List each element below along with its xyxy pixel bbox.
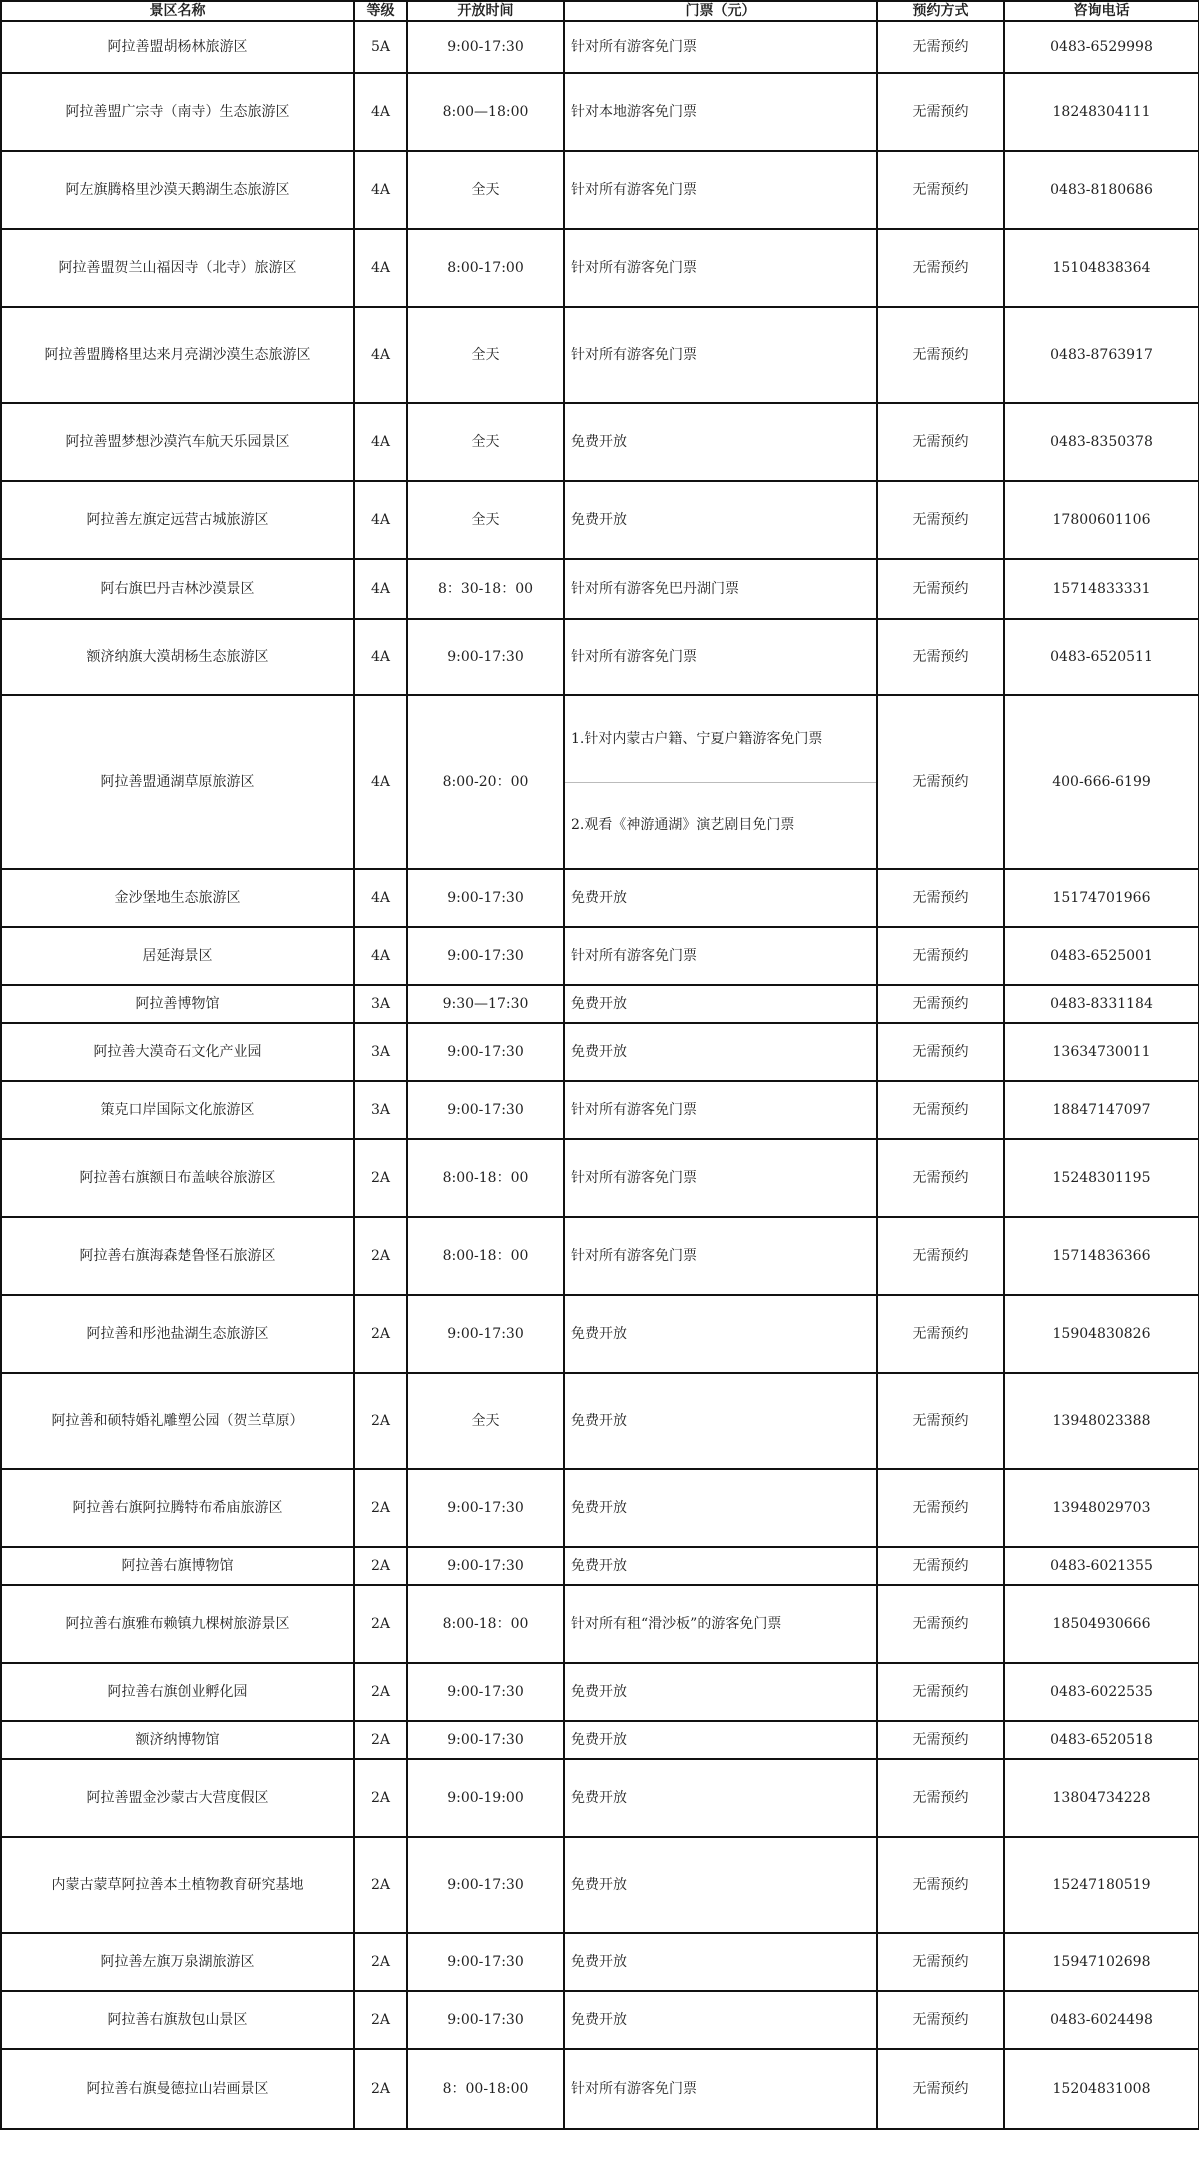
cell-name: 阿拉善盟金沙蒙古大营度假区 [1,1759,354,1837]
cell-ticket: 针对所有游客免巴丹湖门票 [564,559,877,619]
table-row [1,1933,1199,1991]
cell-ticket: 免费开放 [564,1295,877,1373]
cell-level: 4A [354,869,407,927]
cell-hours: 9:00-17:30 [407,1295,564,1373]
ticket-line: 2.观看《神游通湖》演艺剧目免门票 [571,817,795,834]
cell-hours: 8:00-18：00 [407,1139,564,1217]
cell-level: 2A [354,1759,407,1837]
cell-booking: 无需预约 [877,695,1004,869]
header-hours: 开放时间 [407,1,564,21]
cell-name: 阿左旗腾格里沙漠天鹅湖生态旅游区 [1,151,354,229]
cell-hours: 全天 [407,1373,564,1469]
cell-name: 阿拉善大漠奇石文化产业园 [1,1023,354,1081]
cell-phone: 15204831008 [1004,2049,1199,2129]
cell-level: 3A [354,1081,407,1139]
cell-ticket: 免费开放 [564,1663,877,1721]
table-row [1,695,1199,869]
cell-ticket: 免费开放 [564,1023,877,1081]
cell-phone: 0483-6021355 [1004,1547,1199,1585]
cell-hours: 9:00-17:30 [407,1081,564,1139]
cell-phone: 0483-6024498 [1004,1991,1199,2049]
cell-booking: 无需预约 [877,1663,1004,1721]
header-phone: 咨询电话 [1004,1,1199,21]
cell-level: 2A [354,1373,407,1469]
cell-level: 2A [354,2049,407,2129]
cell-ticket: 免费开放 [564,1837,877,1933]
cell-phone: 18847147097 [1004,1081,1199,1139]
cell-name: 阿拉善博物馆 [1,985,354,1023]
cell-ticket [564,695,877,869]
table-row [1,403,1199,481]
cell-ticket: 针对所有游客免门票 [564,151,877,229]
header-level: 等级 [354,1,407,21]
cell-ticket: 针对所有游客免门票 [564,1081,877,1139]
cell-name: 阿拉善右旗海森楚鲁怪石旅游区 [1,1217,354,1295]
table-row [1,1721,1199,1759]
cell-hours: 9:00-17:30 [407,1023,564,1081]
cell-phone: 0483-6525001 [1004,927,1199,985]
cell-phone: 0483-8331184 [1004,985,1199,1023]
cell-name: 阿拉善盟梦想沙漠汽车航天乐园景区 [1,403,354,481]
cell-name: 阿拉善盟胡杨林旅游区 [1,21,354,73]
cell-phone: 15248301195 [1004,1139,1199,1217]
cell-booking: 无需预约 [877,1837,1004,1933]
cell-booking: 无需预约 [877,985,1004,1023]
cell-level: 2A [354,1217,407,1295]
cell-level: 2A [354,1469,407,1547]
cell-phone: 400-666-6199 [1004,695,1199,869]
header-ticket: 门票（元） [564,1,877,21]
cell-booking: 无需预约 [877,1933,1004,1991]
cell-booking: 无需预约 [877,1295,1004,1373]
cell-ticket: 免费开放 [564,1469,877,1547]
cell-name: 阿拉善和彤池盐湖生态旅游区 [1,1295,354,1373]
cell-hours: 全天 [407,307,564,403]
cell-level: 4A [354,559,407,619]
cell-level: 5A [354,21,407,73]
cell-booking: 无需预约 [877,481,1004,559]
cell-ticket: 针对所有游客免门票 [564,2049,877,2129]
table-row [1,21,1199,73]
cell-hours: 8：00-18:00 [407,2049,564,2129]
table-row [1,1663,1199,1721]
cell-level: 4A [354,619,407,695]
cell-booking: 无需预约 [877,2049,1004,2129]
cell-hours: 9:00-17:30 [407,619,564,695]
cell-booking: 无需预约 [877,1547,1004,1585]
cell-level: 2A [354,1547,407,1585]
cell-booking: 无需预约 [877,403,1004,481]
cell-level: 2A [354,1585,407,1663]
table-row [1,1295,1199,1373]
cell-booking: 无需预约 [877,927,1004,985]
table-row [1,1023,1199,1081]
cell-level: 2A [354,1139,407,1217]
table-row [1,1759,1199,1837]
cell-ticket: 免费开放 [564,869,877,927]
cell-phone: 0483-6022535 [1004,1663,1199,1721]
cell-name: 金沙堡地生态旅游区 [1,869,354,927]
cell-name: 阿拉善和硕特婚礼雕塑公园（贺兰草原） [1,1373,354,1469]
cell-phone: 13948023388 [1004,1373,1199,1469]
cell-level: 4A [354,481,407,559]
cell-phone: 15247180519 [1004,1837,1199,1933]
cell-phone: 13804734228 [1004,1759,1199,1837]
cell-hours: 9:00-17:30 [407,1991,564,2049]
table-row [1,619,1199,695]
cell-hours: 9:00-17:30 [407,1547,564,1585]
cell-booking: 无需预约 [877,73,1004,151]
table-row [1,307,1199,403]
cell-name: 阿拉善左旗定远营古城旅游区 [1,481,354,559]
cell-booking: 无需预约 [877,151,1004,229]
cell-level: 3A [354,1023,407,1081]
table-row [1,151,1199,229]
table-row [1,1547,1199,1585]
cell-name: 阿拉善盟广宗寺（南寺）生态旅游区 [1,73,354,151]
cell-hours: 9:00-17:30 [407,1933,564,1991]
cell-ticket: 针对所有游客免门票 [564,21,877,73]
cell-phone: 15904830826 [1004,1295,1199,1373]
header-name: 景区名称 [1,1,354,21]
cell-name: 阿右旗巴丹吉林沙漠景区 [1,559,354,619]
table-row [1,927,1199,985]
cell-hours: 9:00-17:30 [407,1469,564,1547]
table-row [1,1373,1199,1469]
cell-booking: 无需预约 [877,1585,1004,1663]
cell-ticket: 免费开放 [564,1373,877,1469]
cell-ticket: 针对本地游客免门票 [564,73,877,151]
cell-ticket: 免费开放 [564,985,877,1023]
cell-level: 2A [354,1295,407,1373]
cell-level: 4A [354,695,407,869]
cell-ticket: 针对所有游客免门票 [564,1139,877,1217]
cell-hours: 全天 [407,151,564,229]
ticket-line: 1.针对内蒙古户籍、宁夏户籍游客免门票 [565,696,876,783]
table-row [1,73,1199,151]
cell-hours: 8:00-18：00 [407,1585,564,1663]
table-row [1,559,1199,619]
cell-name: 阿拉善右旗博物馆 [1,1547,354,1585]
cell-booking: 无需预约 [877,1759,1004,1837]
cell-phone: 15174701966 [1004,869,1199,927]
cell-ticket: 针对所有游客免门票 [564,1217,877,1295]
cell-phone: 15947102698 [1004,1933,1199,1991]
cell-booking: 无需预约 [877,1023,1004,1081]
table-body [1,21,1199,2129]
cell-name: 额济纳旗大漠胡杨生态旅游区 [1,619,354,695]
cell-ticket: 免费开放 [564,1547,877,1585]
cell-booking: 无需预约 [877,1081,1004,1139]
cell-hours: 9:00-17:30 [407,927,564,985]
cell-hours: 8:00-20：00 [407,695,564,869]
cell-level: 4A [354,927,407,985]
table-header-row [1,1,1199,21]
cell-name: 居延海景区 [1,927,354,985]
cell-phone: 0483-8350378 [1004,403,1199,481]
cell-ticket: 针对所有游客免门票 [564,229,877,307]
cell-phone: 17800601106 [1004,481,1199,559]
cell-booking: 无需预约 [877,869,1004,927]
table-row [1,1139,1199,1217]
cell-hours: 9:00-17:30 [407,869,564,927]
cell-level: 4A [354,307,407,403]
cell-hours: 8：30-18：00 [407,559,564,619]
cell-booking: 无需预约 [877,1469,1004,1547]
table-row [1,1081,1199,1139]
cell-phone: 0483-6520511 [1004,619,1199,695]
table-row [1,1217,1199,1295]
table-row [1,229,1199,307]
cell-phone: 0483-6529998 [1004,21,1199,73]
cell-hours: 9:00-17:30 [407,1837,564,1933]
cell-phone: 18248304111 [1004,73,1199,151]
header-booking: 预约方式 [877,1,1004,21]
table-row [1,2049,1199,2129]
cell-ticket: 免费开放 [564,1759,877,1837]
cell-ticket: 针对所有游客免门票 [564,619,877,695]
cell-level: 2A [354,1663,407,1721]
cell-name: 阿拉善盟贺兰山福因寺（北寺）旅游区 [1,229,354,307]
cell-booking: 无需预约 [877,21,1004,73]
cell-level: 4A [354,403,407,481]
cell-booking: 无需预约 [877,1721,1004,1759]
cell-name: 阿拉善右旗创业孵化园 [1,1663,354,1721]
cell-level: 2A [354,1933,407,1991]
cell-name: 阿拉善左旗万泉湖旅游区 [1,1933,354,1991]
cell-ticket: 针对所有游客免门票 [564,927,877,985]
cell-name: 阿拉善右旗阿拉腾特布希庙旅游区 [1,1469,354,1547]
table-row [1,1991,1199,2049]
cell-hours: 9:30—17:30 [407,985,564,1023]
cell-level: 2A [354,1991,407,2049]
cell-hours: 9:00-17:30 [407,1663,564,1721]
cell-ticket: 针对所有租“滑沙板”的游客免门票 [564,1585,877,1663]
cell-phone: 13948029703 [1004,1469,1199,1547]
cell-name: 阿拉善右旗敖包山景区 [1,1991,354,2049]
cell-hours: 9:00-17:30 [407,1721,564,1759]
cell-hours: 8:00-18：00 [407,1217,564,1295]
cell-ticket: 免费开放 [564,1991,877,2049]
cell-hours: 9:00-17:30 [407,21,564,73]
cell-booking: 无需预约 [877,619,1004,695]
cell-booking: 无需预约 [877,307,1004,403]
cell-phone: 13634730011 [1004,1023,1199,1081]
cell-level: 3A [354,985,407,1023]
cell-phone: 0483-8180686 [1004,151,1199,229]
cell-booking: 无需预约 [877,1139,1004,1217]
cell-booking: 无需预约 [877,1217,1004,1295]
cell-phone: 0483-8763917 [1004,307,1199,403]
cell-ticket: 针对所有游客免门票 [564,307,877,403]
cell-name: 阿拉善右旗额日布盖峡谷旅游区 [1,1139,354,1217]
cell-level: 2A [354,1837,407,1933]
cell-hours: 9:00-19:00 [407,1759,564,1837]
table-row [1,985,1199,1023]
cell-level: 2A [354,1721,407,1759]
table-row [1,1585,1199,1663]
cell-booking: 无需预约 [877,1991,1004,2049]
cell-phone: 15714836366 [1004,1217,1199,1295]
cell-name: 阿拉善右旗曼德拉山岩画景区 [1,2049,354,2129]
table-row [1,1469,1199,1547]
cell-name: 阿拉善盟腾格里达来月亮湖沙漠生态旅游区 [1,307,354,403]
cell-level: 4A [354,73,407,151]
cell-phone: 15104838364 [1004,229,1199,307]
cell-name: 阿拉善右旗雅布赖镇九棵树旅游景区 [1,1585,354,1663]
cell-level: 4A [354,229,407,307]
cell-hours: 全天 [407,481,564,559]
cell-ticket: 免费开放 [564,1933,877,1991]
cell-hours: 8:00-17:00 [407,229,564,307]
table-row [1,869,1199,927]
cell-booking: 无需预约 [877,229,1004,307]
cell-name: 内蒙古蒙草阿拉善本土植物教育研究基地 [1,1837,354,1933]
table-row [1,1837,1199,1933]
cell-booking: 无需预约 [877,559,1004,619]
cell-phone: 18504930666 [1004,1585,1199,1663]
cell-name: 策克口岸国际文化旅游区 [1,1081,354,1139]
cell-ticket: 免费开放 [564,1721,877,1759]
table-row [1,481,1199,559]
cell-hours: 全天 [407,403,564,481]
cell-ticket: 免费开放 [564,403,877,481]
cell-phone: 15714833331 [1004,559,1199,619]
cell-hours: 8:00—18:00 [407,73,564,151]
cell-level: 4A [354,151,407,229]
cell-name: 额济纳博物馆 [1,1721,354,1759]
cell-booking: 无需预约 [877,1373,1004,1469]
cell-phone: 0483-6520518 [1004,1721,1199,1759]
cell-ticket: 免费开放 [564,481,877,559]
cell-name: 阿拉善盟通湖草原旅游区 [1,695,354,869]
